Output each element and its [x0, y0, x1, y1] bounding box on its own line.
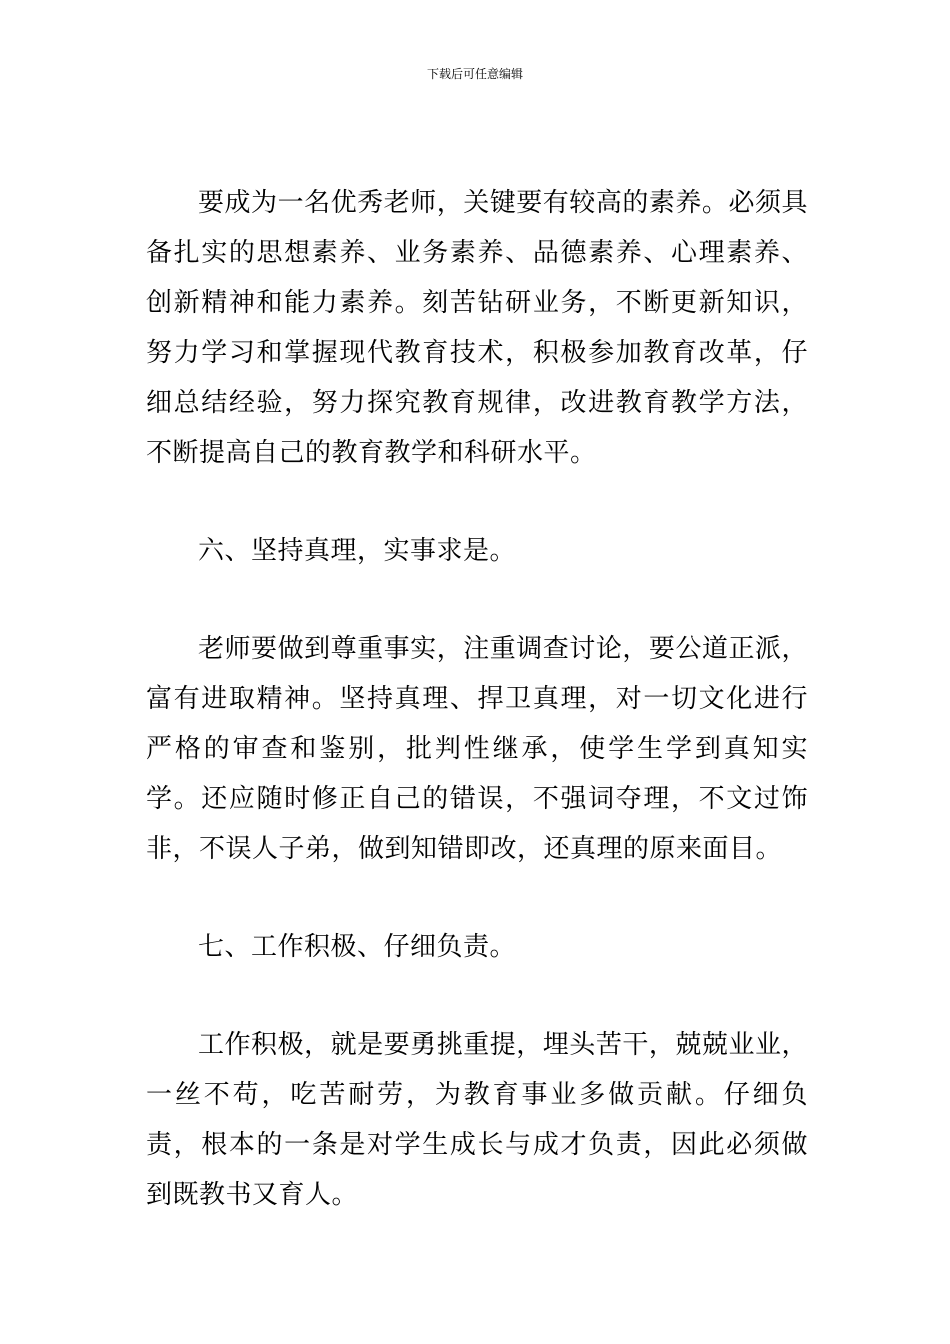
- document-body: [146, 178, 808, 1220]
- paragraph-truth: 老师要做到尊重事实，注重调查讨论，要公道正派，富有进取精神。坚持真理、捍卫真理，对一切文化进行严格的审查和鉴别，批判性继承，使学生学到真知实学。还应随时修正自己的错误，不强词夺理，不文过饰非，不误人子弟，做到知错即改，还真理的原来面目。: [146, 634, 808, 864]
- section-heading-six: 六、坚持真理，实事求是。: [198, 536, 517, 566]
- paragraph-diligence: 工作积极，就是要勇挑重提，埋头苦干，兢兢业业，一丝不苟，吃苦耐劳，为教育事业多做贡献。仔细负责，根本的一条是对学生成长与成才负责，因此必须做到既教书又育人。: [146, 1030, 808, 1210]
- section-heading-seven: 七、工作积极、仔细负责。: [198, 932, 517, 962]
- page-header-note: 下载后可任意编辑: [426, 67, 523, 81]
- paragraph-gap: [146, 874, 808, 922]
- paragraph-gap: [146, 972, 808, 1020]
- paragraph-gap: [146, 478, 808, 526]
- paragraph-qualities: 要成为一名优秀老师，关键要有较高的素养。必须具备扎实的思想素养、业务素养、品德素养、心理素养、创新精神和能力素养。刻苦钻研业务，不断更新知识，努力学习和掌握现代教育技术，积极参加教育改革，仔细总结经验，努力探究教育规律，改进教育教学方法，不断提高自己的教育教学和科研水平。: [146, 188, 808, 468]
- paragraph-gap: [146, 576, 808, 624]
